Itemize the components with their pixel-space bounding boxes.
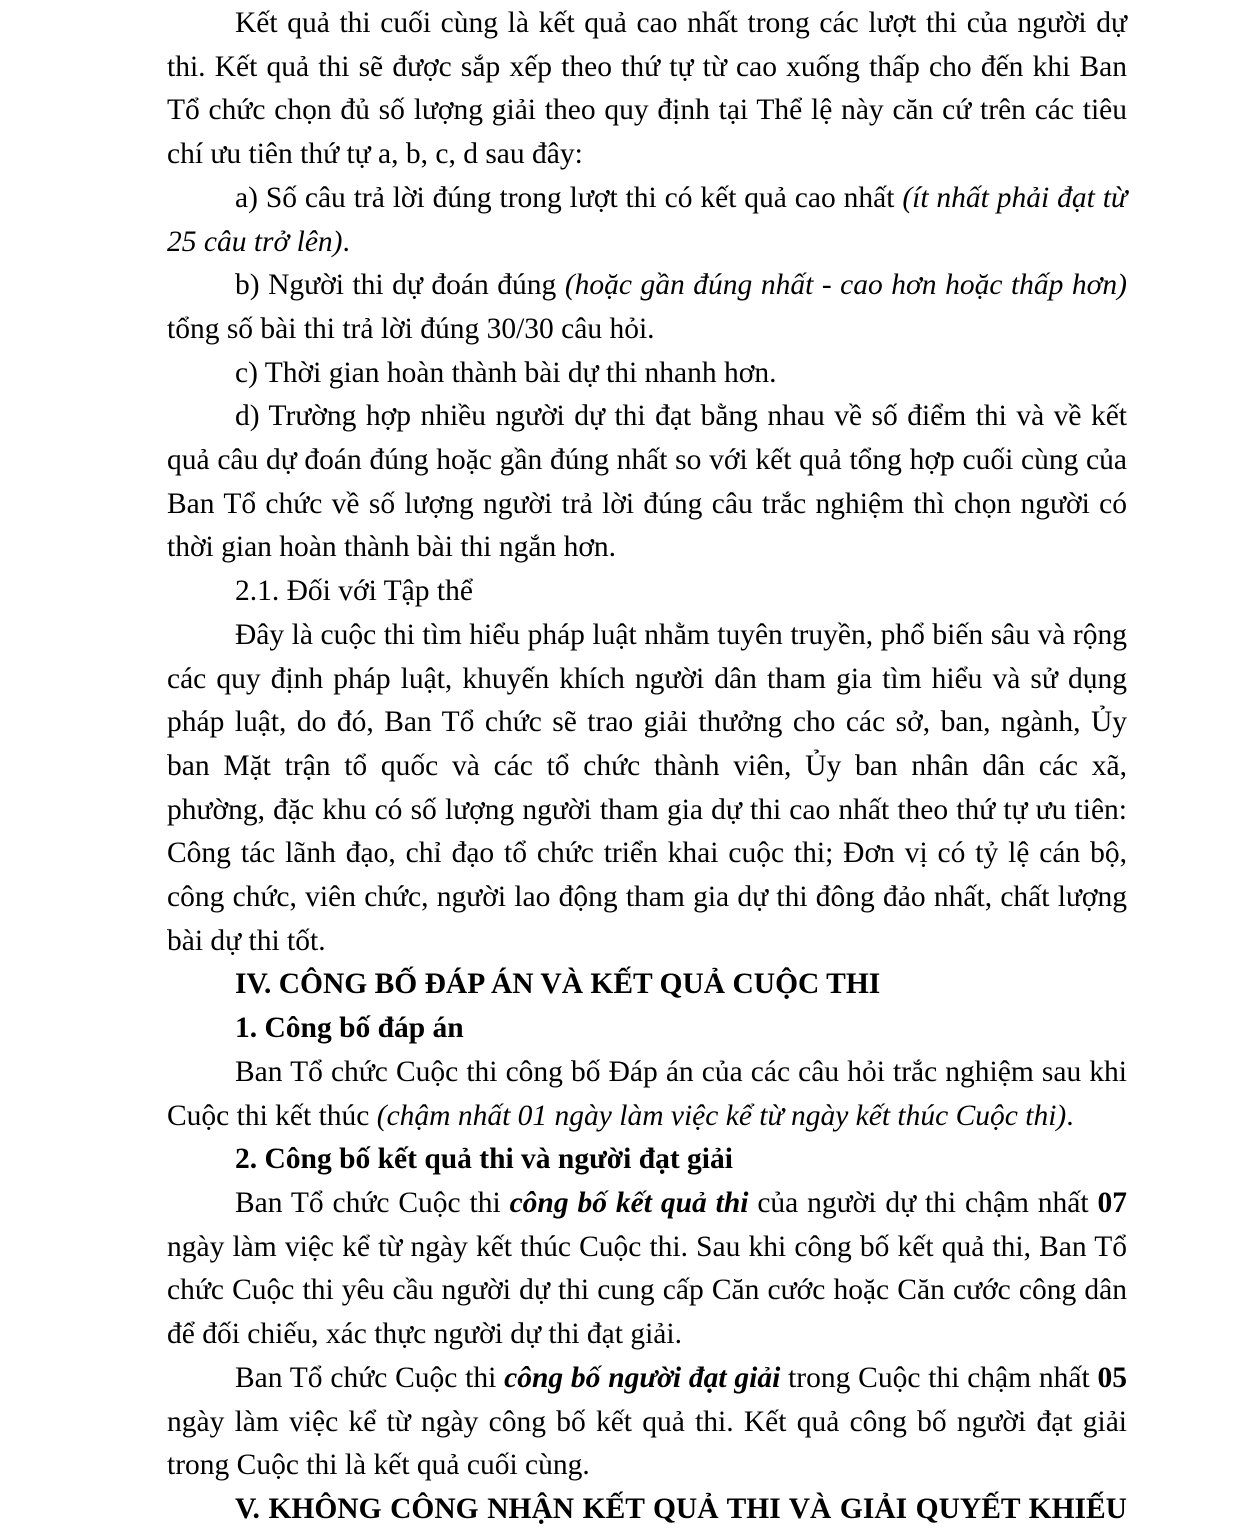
text-run: Kết quả thi cuối cùng là kết quả cao nhất trong các lượt thi của người dự thi. Kết quả thi sẽ được sắp xếp theo thứ tự từ cao xuống thấp cho đến khi Ban Tổ chức chọn đủ số lượng giải theo quy định tại Thể lệ này căn cứ trên các tiêu chí ưu tiên thứ tự a, b, c, d sau đây:	[167, 7, 1127, 171]
text-run: ngày làm việc kể từ ngày công bố kết quả thi. Kết quả công bố người đạt giải trong Cuộc thi là kết quả cuối cùng.	[167, 1405, 1127, 1482]
text-run: Ban Tổ chức Cuộc thi	[235, 1361, 505, 1394]
text-run: trong Cuộc thi chậm nhất	[780, 1361, 1098, 1394]
text-run: Ban Tổ chức Cuộc thi công bố Đáp án của các câu hỏi trắc nghiệm sau khi Cuộc thi kết thúc	[167, 1055, 1127, 1132]
heading-section-iv	[167, 963, 1127, 1007]
text-run: tổng số bài thi trả lời đúng 30/30 câu hỏi.	[167, 312, 655, 345]
text-run-bold: 1. Công bố đáp án	[235, 1012, 464, 1045]
text-run: c) Thời gian hoàn thành bài dự thi nhanh hơn.	[235, 356, 777, 389]
paragraph-final-result-rule	[167, 2, 1127, 177]
paragraph-announce-results	[167, 1182, 1127, 1357]
list-item-c	[167, 352, 1127, 396]
text-run: 2.1. Đối với Tập thể	[235, 575, 473, 608]
list-item-a	[167, 177, 1127, 264]
list-item-d	[167, 395, 1127, 570]
text-run: của người dự thi chậm nhất	[748, 1186, 1098, 1219]
paragraph-announce-answers	[167, 1051, 1127, 1138]
heading-2-cong-bo-ket-qua	[167, 1138, 1127, 1182]
text-run-bold: 05	[1097, 1361, 1127, 1394]
text-run-bold: V. KHÔNG CÔNG NHẬN KẾT QUẢ THI VÀ GIẢI QUYẾT KHIẾU	[235, 1492, 1127, 1525]
text-run-bold: 07	[1097, 1186, 1127, 1219]
text-run-bold-italic: công bố kết quả thi	[509, 1186, 749, 1219]
text-run: .	[342, 225, 350, 258]
heading-1-cong-bo-dap-an	[167, 1007, 1127, 1051]
paragraph-announce-winners	[167, 1357, 1127, 1488]
paragraph-collective-award	[167, 614, 1127, 964]
text-run: .	[1066, 1099, 1074, 1132]
text-run-bold: 2. Công bố kết quả thi và người đạt giải	[235, 1143, 733, 1176]
text-run-bold: IV. CÔNG BỐ ĐÁP ÁN VÀ KẾT QUẢ CUỘC THI	[235, 968, 881, 1001]
text-run: Đây là cuộc thi tìm hiểu pháp luật nhằm tuyên truyền, phổ biến sâu và rộng các quy định pháp luật, khuyến khích người dân tham gia tìm hiểu và sử dụng pháp luật, do đó, Ban Tổ chức sẽ trao giải thưởng cho các sở, ban, ngành, Ủy ban Mặt trận tổ quốc và các tổ chức thành viên, Ủy ban nhân dân các xã, phường, đặc khu có số lượng người tham gia dự thi cao nhất theo thứ tự ưu tiên: Công tác lãnh đạo, chỉ đạo tổ chức triển khai cuộc thi; Đơn vị có tỷ lệ cán bộ, công chức, viên chức, người lao động tham gia dự thi đông đảo nhất, chất lượng bài dự thi tốt.	[167, 618, 1127, 957]
text-run: a) Số câu trả lời đúng trong lượt thi có kết quả cao nhất	[235, 181, 903, 214]
text-run: Ban Tổ chức Cuộc thi	[235, 1186, 510, 1219]
text-run-italic: (hoặc gần đúng nhất - cao hơn hoặc thấp hơn)	[564, 269, 1127, 302]
text-run-italic: (ít nhất phải đạt từ 25 câu trở lên)	[167, 181, 1127, 258]
list-item-b	[167, 264, 1127, 351]
subsection-2-1-collective	[167, 570, 1127, 614]
text-run: ngày làm việc kể từ ngày kết thúc Cuộc thi. Sau khi công bố kết quả thi, Ban Tổ chức Cuộc thi yêu cầu người dự thi cung cấp Căn cước hoặc Căn cước công dân để đối chiếu, xác thực người dự thi đạt giải.	[167, 1230, 1127, 1351]
text-run-bold-italic: công bố người đạt giải	[504, 1361, 781, 1394]
text-run-italic: (chậm nhất 01 ngày làm việc kể từ ngày kết thúc Cuộc thi)	[376, 1099, 1067, 1132]
text-run: d) Trường hợp nhiều người dự thi đạt bằng nhau về số điểm thi và về kết quả câu dự đoán đúng hoặc gần đúng nhất so với kết quả tổng hợp cuối cùng của Ban Tổ chức về số lượng người trả lời đúng câu trắc nghiệm thì chọn người có thời gian hoàn thành bài thi ngắn hơn.	[167, 400, 1127, 564]
text-run: b) Người thi dự đoán đúng	[235, 269, 565, 302]
heading-section-v	[167, 1488, 1127, 1531]
